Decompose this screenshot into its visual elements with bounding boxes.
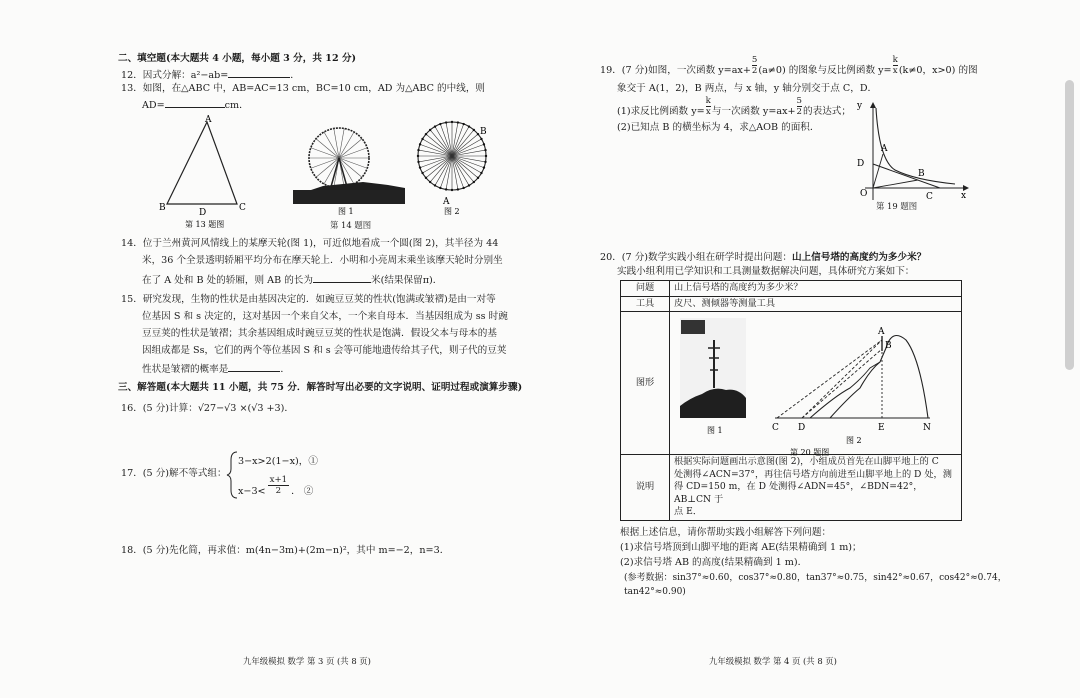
table-header-figure: 图形 <box>621 312 670 455</box>
notes-line: 得 CD=150 m，在 D 处测得∠ADN=45°，∠BDN=42°，AB⊥CN 于 <box>674 481 923 505</box>
table-cell: 皮尺、测倾器等测量工具 <box>670 296 962 312</box>
label-D: D <box>199 208 207 218</box>
cabin-dot <box>451 121 453 123</box>
cabin-dot <box>477 133 479 135</box>
cabin-dot <box>429 129 431 131</box>
question-14-line2: 米，36 个全景透明轿厢平均分布在摩天轮上．小明和小亮周末乘坐该摩天轮时分别坐 <box>142 255 503 266</box>
question-20-intro: 实践小组利用已学知识和工具测量数据解决问题，具体研究方案如下： <box>617 266 915 277</box>
table-cell: 山上信号塔的高度约为多少米？ <box>670 281 962 297</box>
question-20-part2: (2)求信号塔 AB 的高度(结果精确到 1 m)． <box>620 557 808 568</box>
table-row <box>621 312 962 455</box>
point-A: A <box>881 144 888 154</box>
question-14-line1: 14．位于兰州黄河风情线上的某摩天轮(图 1)，可近似地看成一个圆(图 2)，其半径为 44 <box>121 238 499 249</box>
page-footer-right: 九年级模拟 数学 第 4 页 (共 8 页) <box>709 656 837 666</box>
question-15-line4: 因组成都是 Ss，它们的两个等位基因 S 和 s 会等可能地遗传给其子代，则子代的豆荚 <box>142 345 507 356</box>
cabin-dot <box>451 189 453 191</box>
cabin-dot <box>462 187 464 189</box>
section-2-heading: 二、填空题(本大题共 4 小题，每小题 3 分，共 12 分) <box>118 53 357 64</box>
notes-line: 根据实际问题画出示意图(图 2)，小组成员首先在山脚平地上的 C <box>674 456 939 467</box>
question-18: 18．(5 分)先化简，再求值：m(4n−3m)+(2m−n)²，其中 m=−2，n=3． <box>121 545 450 556</box>
axis-y-label: y <box>857 101 863 111</box>
table-row <box>621 455 962 521</box>
figure-14-photo <box>293 124 405 216</box>
wheel-spoke <box>311 148 339 158</box>
figure-13-triangle <box>150 112 260 232</box>
cabin-dot <box>480 172 482 174</box>
fraction-numerator: k <box>892 55 898 65</box>
cabin-dot <box>421 172 423 174</box>
cabin-dot <box>445 188 447 190</box>
cabin-dot <box>457 188 459 190</box>
cabin-dot <box>473 129 475 131</box>
figure-14-caption-2: 图 2 <box>444 207 460 216</box>
figure-14-caption-1: 图 1 <box>338 207 354 216</box>
inequality-1: 3−x>2(1−x)，① <box>238 456 318 467</box>
question-15-line5: 性状是皱褶的概率是 ． <box>142 361 290 376</box>
origin-label: O <box>860 189 868 199</box>
point-C: C <box>772 423 779 433</box>
figure-19-caption: 第 19 题图 <box>876 201 918 211</box>
table-header-notes: 说明 <box>621 455 670 521</box>
point-B: B <box>885 341 892 351</box>
axis-x-label: x <box>961 191 967 201</box>
question-20-table <box>620 280 962 521</box>
point-N: N <box>923 423 931 433</box>
question-13-line1: 13．如图，在△ABC 中，AB=AC=13 cm，BC=10 cm，AD 为△ABC 的中线，则 <box>121 83 486 94</box>
figure-14-circle <box>414 118 494 218</box>
point-B: B <box>918 169 925 179</box>
cabin-dot <box>425 177 427 179</box>
cabin-dot <box>484 161 486 163</box>
cabin-dot <box>483 143 485 145</box>
question-19-line1: 19．(7 分)如图，一次函数 y=ax+ $\frac{5}{2}$ (a≠0) 的图象与反比例函数 y= $\frac{k}{x}$ (k≠0，x>0) 的图 <box>600 55 978 76</box>
cabin-dot <box>429 181 431 183</box>
cabin-dot <box>417 155 419 157</box>
question-12: 12．因式分解：a²−ab= ． <box>121 67 300 82</box>
point-A: A <box>878 327 885 337</box>
cabin-dot <box>457 121 459 123</box>
cabin-dot <box>445 121 447 123</box>
cabin-dot <box>485 155 487 157</box>
question-14-line3: 在了 A 处和 B 处的轿厢，则 AB 的长为 米(结果保留π)． <box>142 272 442 287</box>
table-row <box>621 296 962 312</box>
wheel-spoke <box>339 139 362 158</box>
question-15-line3: 豆豆荚的性状是皱褶；其余基因组成时豌豆豆荚的性状是饱满．假设父本与母本的基 <box>142 328 497 339</box>
cabin-dot <box>419 166 421 168</box>
fraction-numerator: x+1 <box>269 475 288 485</box>
page-footer-left: 九年级模拟 数学 第 3 页 (共 8 页) <box>243 656 371 666</box>
table-header-tools: 工具 <box>621 296 670 312</box>
notes-line: 处测得∠ACN=37°，再往信号塔方向前进至山脚平地上的 D 处，测 <box>674 468 952 480</box>
cabin-dot <box>419 143 421 145</box>
figure-14-caption: 第 14 题图 <box>330 220 372 230</box>
question-20-line1: 20．(7 分)数学实践小组在研学时提出问题：山上信号塔的高度约为多少米？ <box>600 252 927 263</box>
question-13-line2: AD= cm． <box>142 97 249 112</box>
fraction-denominator: 2 <box>275 486 282 496</box>
cabin-dot <box>434 184 436 186</box>
wheel-spoke <box>339 158 367 168</box>
cabin-dot <box>468 184 470 186</box>
point-D: D <box>857 159 865 169</box>
question-19-line2: 象交于 A(1，2)，B 两点，与 x 轴，y 轴分别交于点 C，D． <box>617 83 878 94</box>
point-D: D <box>798 423 806 433</box>
figure-20 <box>680 318 950 457</box>
question-19-part2: (2)已知点 B 的横坐标为 4，求△AOB 的面积． <box>617 122 820 133</box>
cabin-dot <box>484 149 486 151</box>
figure-20-caption-1: 图 1 <box>707 426 723 435</box>
fraction-denominator: x <box>892 66 898 76</box>
figure-20-caption: 第 20 题图 <box>790 448 830 457</box>
reference-data-line2: tan42°≈0.90) <box>624 587 686 597</box>
label-A: A <box>443 197 450 207</box>
figure-13-caption: 第 13 题图 <box>185 220 225 229</box>
wheel-spoke <box>316 139 339 158</box>
wheel-spoke <box>339 148 367 158</box>
question-20-prompt: 根据上述信息，请你帮助实践小组解答下列问题： <box>620 527 832 538</box>
label-A: A <box>205 115 212 125</box>
table-row <box>621 281 962 297</box>
question-16: 16．(5 分)计算：√27−√3 ×(√3 +3)． <box>121 403 294 414</box>
cabin-dot <box>425 133 427 135</box>
question-19-part1: (1)求反比例函数 y= $\frac{k}{x}$ 与一次函数 y=ax+ $\frac{5}{2}$ 的表达式； <box>617 96 851 117</box>
figure-19-graph <box>845 100 970 212</box>
cabin-dot <box>421 138 423 140</box>
table-notes-cell <box>670 455 962 521</box>
question-15-line2: 位基因 S 和 s 决定的，这对基因一个来自父本，一个来自母本．当基因组成为 ss 时豌 <box>142 311 508 322</box>
cabin-dot <box>439 123 441 125</box>
cabin-dot <box>462 123 464 125</box>
table-header-problem: 问题 <box>621 281 670 297</box>
label-C: C <box>239 203 246 213</box>
cabin-dot <box>477 177 479 179</box>
cabin-dot <box>417 149 419 151</box>
cabin-dot <box>468 125 470 127</box>
scrollbar-thumb[interactable] <box>1065 80 1074 370</box>
point-E: E <box>878 423 885 433</box>
cabin-dot <box>417 161 419 163</box>
table-figure-cell <box>670 312 962 455</box>
fraction-denominator: 2 <box>751 66 758 76</box>
cabin-dot <box>483 166 485 168</box>
point-C: C <box>926 192 933 202</box>
reference-data-line1: (参考数据：sin37°≈0.60，cos37°≈0.80，tan37°≈0.75，sin42°≈0.67，cos42°≈0.74， <box>624 573 1007 583</box>
question-20-part1: (1)求信号塔顶到山脚平地的距离 AE(结果精确到 1 m)； <box>620 542 862 553</box>
fraction-numerator: 5 <box>751 55 758 65</box>
notes-line: 点 E． <box>674 506 703 517</box>
cabin-dot <box>480 138 482 140</box>
label-B: B <box>159 203 166 213</box>
label-B: B <box>480 127 487 137</box>
cabin-dot <box>439 187 441 189</box>
cabin-dot <box>473 181 475 183</box>
question-17: 17．(5 分)解不等式组： <box>121 468 227 479</box>
wheel-spoke <box>311 158 339 168</box>
cabin-dot <box>434 125 436 127</box>
question-15-line1: 15．研究发现，生物的性状是由基因决定的．如豌豆豆荚的性状(饱满或皱褶)是由一对等 <box>121 294 496 305</box>
section-3-heading: 三、解答题(本大题共 11 小题，共 75 分．解答时写出必要的文字说明、证明过程或演算步骤) <box>118 382 523 393</box>
figure-20-caption-2: 图 2 <box>846 436 862 445</box>
inequality-2: x−3< $\frac{x+1}{2}$ ． ② <box>238 475 314 497</box>
